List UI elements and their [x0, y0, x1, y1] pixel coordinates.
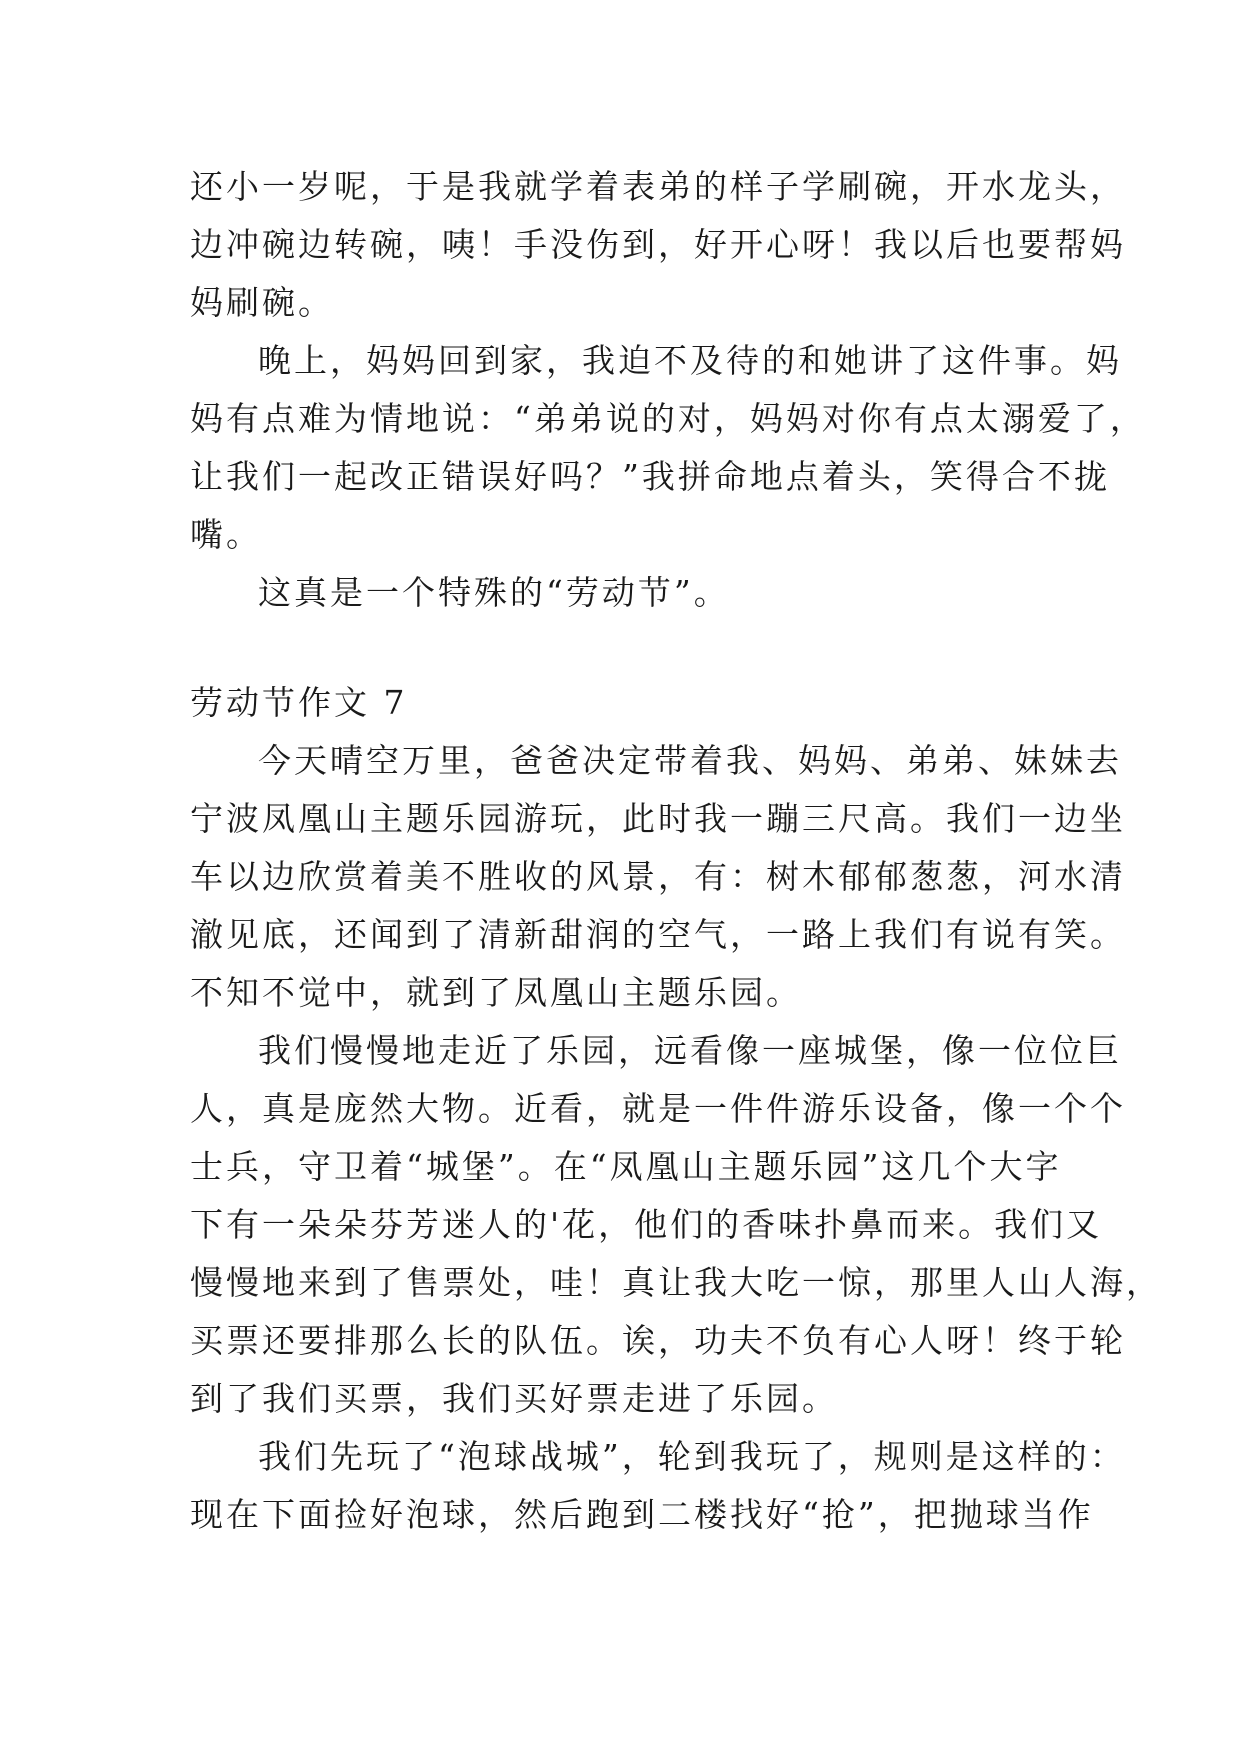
paragraph-2: [190, 332, 1146, 564]
section-heading: [190, 674, 1050, 732]
text-line: 这真是一个特殊的“劳动节”。: [258, 573, 730, 612]
text-line: 车以边欣赏着美不胜收的风景，有：树木郁郁葱葱，河水清: [190, 857, 1126, 896]
paragraph-5: [190, 1022, 1162, 1428]
text-line: 慢慢地来到了售票处，哇！真让我大吃一惊，那里人山人海，: [190, 1263, 1162, 1302]
text-line: 还小一岁呢，于是我就学着表弟的样子学刷碗，开水龙头，: [190, 167, 1126, 206]
text-line: 妈有点难为情地说：“弟弟说的对，妈妈对你有点太溺爱了，: [190, 399, 1146, 438]
heading-text: 劳动节作文 7: [190, 683, 408, 722]
text-line: 我们慢慢地走近了乐园，远看像一座城堡，像一位位巨: [258, 1031, 1122, 1070]
paragraph-1: [190, 158, 1126, 332]
text-line: 不知不觉中，就到了凤凰山主题乐园。: [190, 973, 802, 1012]
text-line: 澈见底，还闻到了清新甜润的空气，一路上我们有说有笑。: [190, 915, 1126, 954]
text-line: 士兵，守卫着“城堡”。在“凤凰山主题乐园”这几个大字: [190, 1147, 1062, 1186]
text-line: 嘴。: [190, 515, 262, 554]
text-line: 让我们一起改正错误好吗？”我拼命地点着头，笑得合不拢: [190, 457, 1110, 496]
text-line: 妈刷碗。: [190, 283, 334, 322]
text-line: 人，真是庞然大物。近看，就是一件件游乐设备，像一个个: [190, 1089, 1126, 1128]
text-line: 宁波凤凰山主题乐园游玩，此时我一蹦三尺高。我们一边坐: [190, 799, 1126, 838]
text-line: 晚上，妈妈回到家，我迫不及待的和她讲了这件事。妈: [258, 341, 1122, 380]
paragraph-4: [190, 732, 1126, 1022]
paragraph-3: [190, 564, 1050, 622]
document-body: [190, 158, 1162, 1544]
text-line: 下有一朵朵芬芳迷人的'花，他们的香味扑鼻而来。我们又: [190, 1205, 1103, 1244]
text-line: 边冲碗边转碗，咦！手没伤到，好开心呀！我以后也要帮妈: [190, 225, 1126, 264]
text-line: 现在下面捡好泡球，然后跑到二楼找好“抢”，把抛球当作: [190, 1495, 1094, 1534]
text-line: 买票还要排那么长的队伍。诶，功夫不负有心人呀！终于轮: [190, 1321, 1126, 1360]
paragraph-6: [190, 1428, 1126, 1544]
text-line: 到了我们买票，我们买好票走进了乐园。: [190, 1379, 838, 1418]
text-line: 今天晴空万里，爸爸决定带着我、妈妈、弟弟、妹妹去: [258, 741, 1122, 780]
text-line: 我们先玩了“泡球战城”，轮到我玩了，规则是这样的：: [258, 1437, 1126, 1476]
